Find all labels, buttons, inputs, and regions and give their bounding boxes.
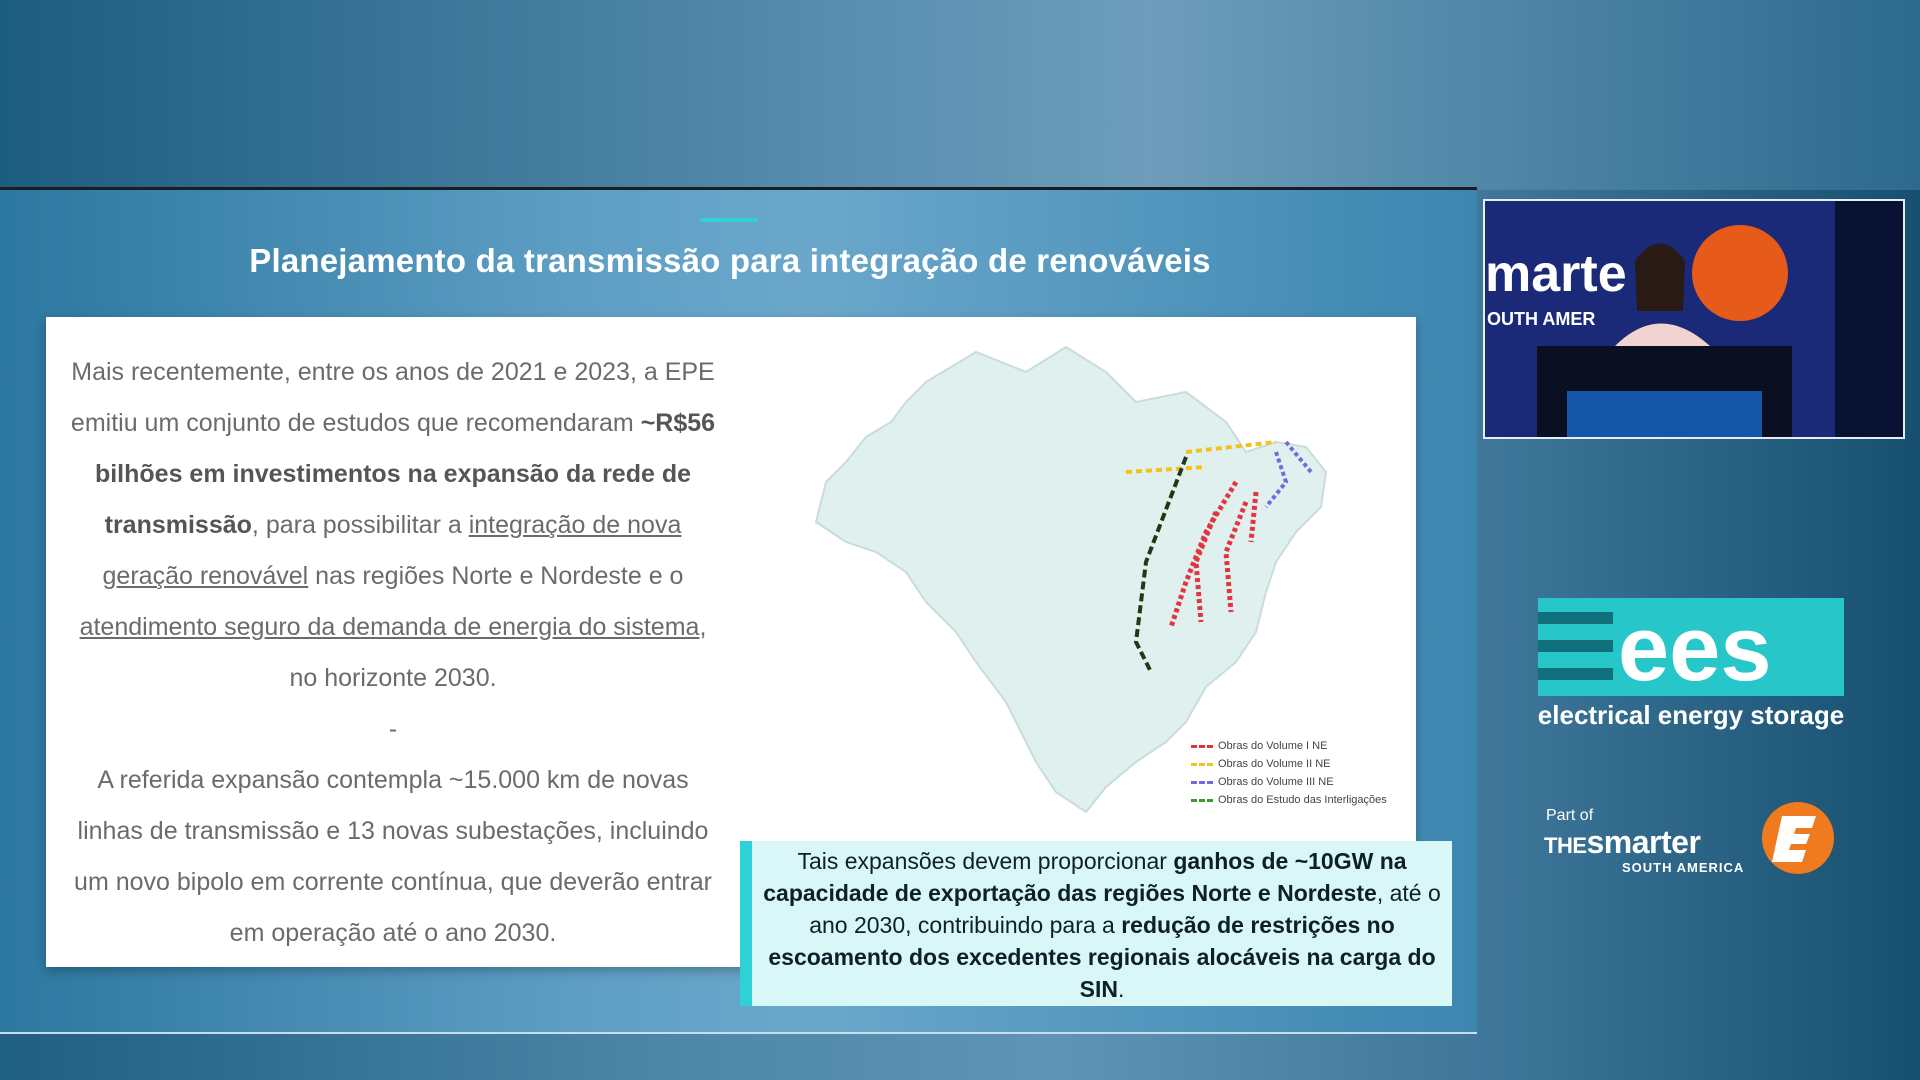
top-background [0,0,1920,190]
callout-t1: Tais expansões devem proporcionar [797,848,1174,874]
ees-caption: electrical energy storage [1537,700,1845,730]
slide-title: Planejamento da transmissão para integração de renováveis [249,242,1211,279]
legend-label: Obras do Volume III NE [1218,776,1334,788]
e-logo-svg [1758,800,1838,876]
paragraph1-underline-2: atendimento seguro da demanda de energia do sistema [79,613,700,641]
video-logo-circle [1692,225,1788,321]
paragraph1-mid: , para possibilitar a [251,511,469,539]
paragraph1-end: , no horizonte 2030. [289,613,707,692]
paragraph2: A referida expansão contempla ~15.000 km de novas linhas de transmissão e 13 novas subestações, incluindo um novo bipolo em corrente contínua, que deverão entrar em operação até o ano 2030. [74,766,712,947]
paragraph1-text: Mais recentemente, entre os anos de 2021 e 2023, a EPE emitiu um conjunto de estudos que recomendaram [70,358,715,437]
ees-logo [1538,598,1846,698]
legend-swatch [1191,745,1213,748]
title-accent-bar [700,218,758,222]
legend-swatch [1191,799,1213,802]
paragraph1-bold: ~R$56 bilhões em investimentos na expansão da rede de transmissão [94,409,716,539]
paragraph1-underline-1: integração de nova geração renovável [102,511,682,590]
legend-label: Obras do Volume II NE [1218,758,1331,770]
legend-label: Obras do Estudo das Interligações [1218,794,1387,806]
map-legend [1191,737,1387,809]
south-america-label: SOUTH AMERICA [1622,860,1745,875]
legend-row [1191,737,1387,755]
ees-logo-svg [1538,598,1846,698]
legend-row [1191,755,1387,773]
video-backdrop-text: marte [1485,245,1627,303]
the-text: THE [1544,833,1587,858]
callout-t2: , até o ano 2030, contribuindo para a [809,880,1441,938]
e-logo-icon [1758,800,1838,876]
video-backdrop-subtext: OUTH AMER [1487,309,1596,329]
paragraph1-mid2: nas regiões Norte e Nordeste e o [308,562,684,590]
callout-b2: redução de restrições no escoamento dos excedentes regionais alocáveis na carga do SIN [768,912,1436,1002]
legend-label: Obras do Volume I NE [1218,740,1328,752]
callout-box [740,841,1452,1006]
svg-text:ees: ees [1618,598,1772,698]
slide-bottom-border [0,1032,1477,1034]
speaker-video [1483,199,1905,439]
body-text [68,347,718,959]
separator: - [388,715,398,743]
brazil-map [806,342,1406,902]
legend-row [1191,791,1387,809]
part-of-label: Part of [1546,807,1594,824]
legend-swatch [1191,763,1213,766]
presentation-slide [0,190,1477,1032]
smarter-text: smarter [1586,824,1701,860]
brazil-map-svg [806,342,1406,902]
speaker-hair [1635,244,1685,312]
callout-b1: ganhos de ~10GW na capacidade de exportação das regiões Norte e Nordeste [763,848,1407,906]
legend-swatch [1191,781,1213,784]
podium-screen [1567,391,1762,437]
speaker-video-frame [1485,201,1903,437]
callout-t3: . [1117,976,1125,1002]
callout-text [752,841,1452,1005]
legend-row [1191,773,1387,791]
thesmarter-logo [1544,824,1700,861]
